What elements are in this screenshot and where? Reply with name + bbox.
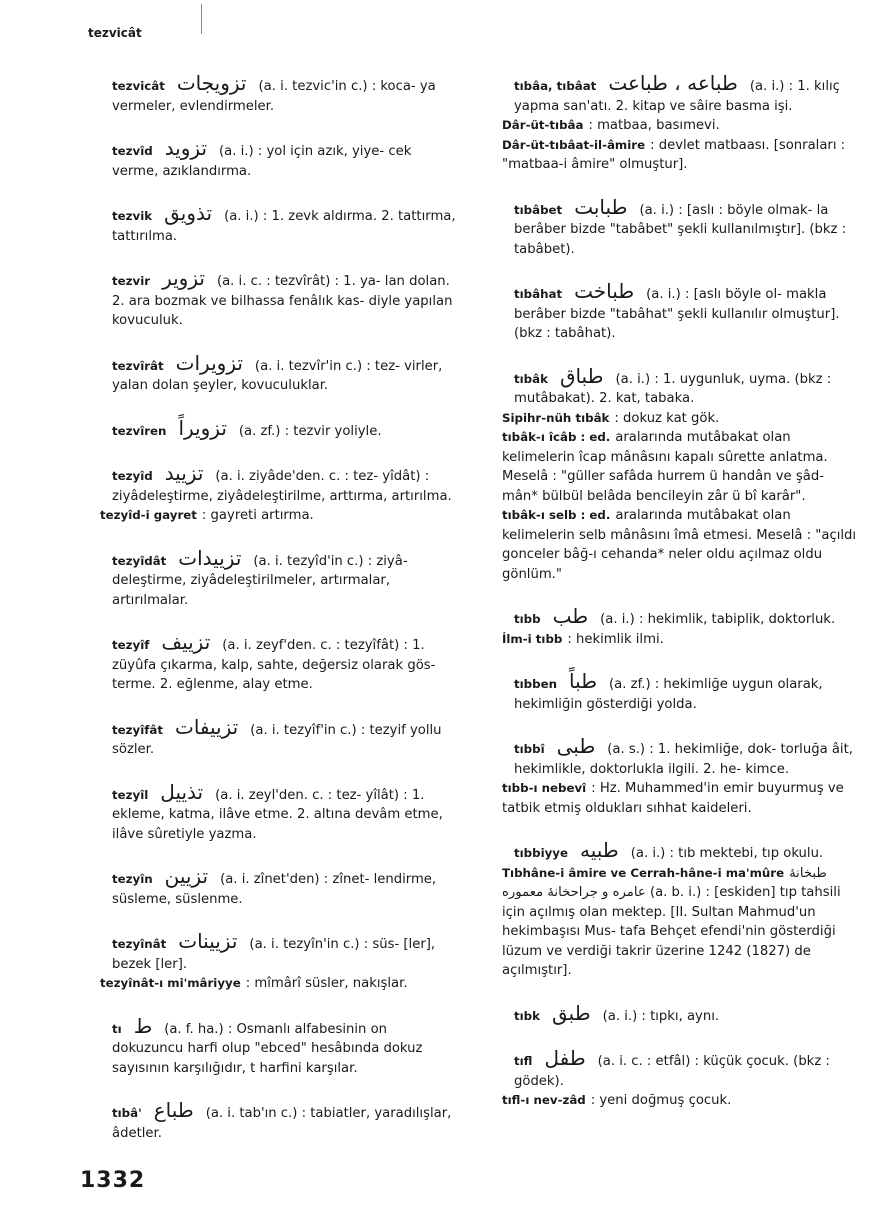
right-column (480, 71, 858, 1134)
sub-entry (480, 1091, 858, 1111)
headword: tı (112, 1021, 122, 1036)
arabic-spelling: طباق (559, 363, 604, 388)
definition: (a. i. tab'ın c.) : tabiatler, yaradılışlar, âdetler. (112, 1106, 452, 1141)
arabic-spelling: طباعه ، طباعت (608, 71, 738, 95)
sub-definition: aralarında mutâbakat olan kelimelerin selb mânâsını îmâ etmesi. Meselâ : "açıldı gonceler bâğ-ı cehanda* neler oldu açılmaz oldu gönlüm." (502, 508, 857, 582)
entry-line (480, 71, 858, 116)
sub-headword: İlm-i tıbb (502, 631, 563, 646)
headword: tezvik (112, 209, 153, 223)
headword: tezvîd (112, 144, 153, 158)
entry-line (480, 279, 858, 344)
dictionary-entry (480, 279, 858, 344)
entry-line (78, 415, 456, 442)
dictionary-entry (480, 363, 858, 585)
entry-line (78, 1098, 456, 1143)
sub-entry (480, 136, 858, 175)
sub-definition: : mîmârî süsler, nakışlar. (245, 976, 408, 991)
entry-line (78, 630, 456, 695)
headword: tezyîdât (112, 553, 167, 568)
arabic-spelling: طبيه (580, 838, 619, 862)
entry-line (480, 734, 858, 779)
headword: tıbbî (514, 742, 545, 756)
entry-line (78, 714, 456, 760)
arabic-spelling: طباع (153, 1098, 194, 1122)
definition: (a. zf.) : tezvir yoliyle. (238, 423, 382, 439)
definition: (a. i.) : tıpkı, aynı. (602, 1008, 720, 1024)
definition: (a. i. tezyîd'in c.) : ziyâ- deleştirme, ziyâdeleştirilmeler, artırmalar, artırılmalar. (112, 553, 408, 608)
arabic-spelling: تزيين (164, 864, 209, 888)
headword: tezyîf (112, 638, 150, 652)
sub-headword: tıfl-ı nev-zâd (502, 1093, 586, 1107)
arabic-spelling: طفل (544, 1046, 586, 1070)
dictionary-entry (480, 1046, 858, 1111)
entry-line (78, 779, 456, 845)
headword: tıbbiyye (514, 846, 568, 860)
headword: tıbâk (514, 371, 548, 386)
dictionary-entry (78, 201, 456, 246)
definition: (a. i. zeyl'den. c. : tez- yîlât) : 1. ekleme, katma, ilâve etme. 2. altına devâm etme, ilâve sûretiyle yazma. (112, 787, 443, 842)
arabic-spelling: طبق (551, 1000, 591, 1025)
sub-definition: aralarında mutâbakat olan kelimelerin îcap mânâsını kapalı sûrette anlatma. Meselâ : "güller safâda hurrem ü handân ve şâd- mân* bülbül belâda bencileyin zâr ü bî karâr". (502, 430, 828, 504)
definition: (a. i.) : [aslı böyle ol- makla berâber bizde "tabâhat" şekli kullanılır olmuştur]. (bkz : tabâhat). (514, 287, 840, 341)
arabic-spelling: طباً (568, 669, 598, 693)
dictionary-entry (78, 136, 456, 181)
entry-line (78, 864, 456, 909)
headword: tıbben (514, 677, 557, 691)
dictionary-entry (480, 669, 858, 714)
arabic-spelling: تزييف (161, 630, 211, 654)
headword: tıbâa, tıbâat (514, 79, 597, 93)
arabic-spelling: تزييد (164, 461, 204, 485)
dictionary-entry (78, 1098, 456, 1143)
headword: tezyîl (112, 787, 149, 802)
definition: (a. zf.) : hekimliğe uygun olarak, hekimliğin gösterdiği yolda. (514, 677, 823, 712)
arabic-spelling: طب (552, 604, 589, 628)
sub-definition: : yeni doğmuş çocuk. (590, 1093, 732, 1108)
sub-entry (480, 630, 858, 650)
sub-definition: : hekimlik ilmi. (567, 631, 664, 647)
arabic-spelling: تزويراً (178, 415, 227, 440)
entry-line (78, 201, 456, 246)
entry-line (480, 604, 858, 630)
dictionary-entry (480, 604, 858, 649)
definition: (a. f. ha.) : Osmanlı alfabesinin on dokuzuncu harfi olup "ebced" hesâbında dokuz sayısının karşılığıdır, t harfini karşılar. (112, 1021, 423, 1076)
entry-line (480, 1000, 858, 1027)
dictionary-entry (78, 929, 456, 994)
entry-line (78, 929, 456, 974)
sub-headword: Sipihr-nüh tıbâk (502, 410, 610, 425)
entry-line (480, 363, 858, 409)
headword: tezyîfât (112, 722, 163, 737)
headword: tıbâ' (112, 1106, 142, 1120)
headword: tezyîn (112, 872, 153, 886)
sub-headword: tıbâk-ı selb : ed. (502, 508, 611, 522)
arabic-spelling: طبى (556, 734, 596, 758)
arabic-spelling: تزييفات (174, 714, 239, 739)
definition: (a. i. zînet'den) : zînet- lendirme, süsleme, süslenme. (112, 872, 437, 907)
definition: (a. i. tezvic'in c.) : koca- ya vermeler, evlendirmeler. (112, 79, 436, 114)
sub-entry (480, 409, 858, 429)
definition: (a. i.) : 1. uygunluk, uyma. (bkz : mutâbakat). 2. kat, tabaka. (514, 371, 832, 406)
definition: (a. i. zeyf'den. c. : tezyîfât) : 1. züyûfa çıkarma, kalp, sahte, değersiz olarak gös- terme. 2. eğlenme, alay etme. (112, 638, 436, 692)
definition: (a. i.) : [aslı : böyle olmak- la berâber bizde "tabâbet" şekli kullanılmıştır]. (bkz : tabâbet). (514, 202, 847, 257)
sub-definition: : dokuz kat gök. (614, 410, 720, 426)
definition: (a. i.) : 1. zevk aldırma. 2. tattırma, tattırılma. (112, 209, 456, 244)
definition: (a. i. tezyîn'in c.) : süs- [ler], bezek [ler]. (112, 937, 436, 972)
sub-headword: tıbâk-ı îcâb : ed. (502, 430, 611, 444)
dictionary-entry (480, 734, 858, 818)
arabic-spelling: تذويق (164, 201, 213, 225)
dictionary-entry (78, 779, 456, 845)
arabic-spelling: تزويرات (175, 350, 243, 375)
left-column (78, 71, 456, 1166)
headword: tıbâhat (514, 287, 563, 301)
arabic-spelling: تزييدات (178, 545, 242, 570)
entry-line (480, 669, 858, 714)
sub-definition: : gayreti artırma. (201, 508, 314, 523)
sub-definition: : Hz. Muhammed'in emir buyurmuş ve tatbik etmiş oldukları sıhhat kaideleri. (502, 781, 844, 816)
headword: tezvir (112, 274, 151, 288)
sub-headword: tezyîd-i gayret (100, 508, 197, 522)
dictionary-entry (78, 266, 456, 331)
headword: tezyînât (112, 937, 167, 951)
sub-entry (480, 116, 858, 136)
dictionary-entry (78, 714, 456, 760)
dictionary-entry (78, 461, 456, 526)
sub-entry (480, 506, 858, 584)
headword: tezvicât (112, 79, 165, 93)
dictionary-entry (480, 838, 858, 981)
dictionary-entry (78, 71, 456, 116)
sub-headword: tıbb-ı nebevî (502, 781, 587, 795)
entry-line (78, 461, 456, 506)
arabic-spelling: طباخت (574, 279, 635, 303)
entry-line (78, 1013, 456, 1079)
definition: (a. s.) : 1. hekimliğe, dok- torluğa âit, hekimlikle, doktorlukla ilgili. 2. he- kimce. (514, 742, 853, 777)
arabic-spelling: طبابت (574, 194, 628, 219)
entry-line (78, 545, 456, 611)
dictionary-entry (480, 1000, 858, 1027)
dictionary-entry (78, 350, 456, 396)
definition: (a. i.) : tıb mektebi, tıp okulu. (630, 846, 824, 861)
arabic-spelling: تزيينات (178, 929, 238, 953)
sub-definition: : matbaa, basımevi. (588, 118, 720, 133)
dictionary-entry (480, 194, 858, 260)
dictionary-entry (78, 415, 456, 442)
scan-mark (201, 4, 202, 34)
definition: (a. i. c. : tezvîrât) : 1. ya- lan dolan. 2. ara bozmak ve bilhassa fenâlık kas- diyle yapılan kovuculuk. (112, 274, 453, 328)
definition: (a. i.) : yol için azık, yiye- cek verme, azıklandırma. (112, 144, 412, 179)
headword: tıbb (514, 612, 541, 626)
entry-line (78, 266, 456, 331)
headword: tezyîd (112, 469, 153, 483)
sub-headword: Dâr-üt-tıbâa (502, 118, 584, 132)
entry-line (78, 71, 456, 116)
sub-headword: Tıbhâne-i âmire ve Cerrah-hâne-i ma'mûre (502, 865, 785, 880)
sub-entry (480, 428, 858, 506)
definition: (a. i.) : 1. kılıç yapma san'atı. 2. kitap ve sâire basma işi. (514, 79, 840, 114)
definition: (a. i. tezvîr'in c.) : tez- virler, yalan dolan şeyler, kovuculuklar. (112, 358, 443, 393)
headword: tıfl (514, 1054, 533, 1068)
definition: (a. i. tezyîf'in c.) : tezyif yollu sözler. (112, 722, 442, 757)
arabic-spelling: تزويجات (176, 71, 247, 95)
headword: tıbâbet (514, 202, 563, 217)
headword: tıbk (514, 1008, 540, 1023)
sub-entry (78, 974, 456, 994)
sub-entry (78, 506, 456, 526)
dictionary-entry (78, 545, 456, 611)
definition: (a. i.) : hekimlik, tabiplik, doktorluk. (600, 612, 836, 627)
sub-headword: Dâr-üt-tıbâat-il-âmire (502, 137, 646, 152)
running-head: tezvicât (88, 26, 142, 40)
sub-definition: : devlet matbaası. [sonraları : "matbaa-i âmire" olmuştur]. (502, 137, 846, 172)
definition: (a. i. c. : etfâl) : küçük çocuk. (bkz : gödek). (514, 1054, 830, 1089)
headword: tezvîren (112, 423, 167, 438)
arabic-spelling: تزوير (162, 266, 205, 290)
entry-line (480, 838, 858, 864)
entry-line (480, 194, 858, 260)
sub-entry (480, 779, 858, 818)
dictionary-entry (78, 630, 456, 695)
dictionary-entry (480, 71, 858, 175)
dictionary-entry (78, 864, 456, 909)
sub-headword: tezyînât-ı mi'mâriyye (100, 976, 241, 990)
headword: tezvîrât (112, 358, 164, 373)
arabic-spelling: ط (133, 1013, 153, 1038)
page-number: 1332 (80, 1168, 146, 1193)
entry-line (78, 350, 456, 396)
definition: (a. i. ziyâde'den. c. : tez- yîdât) : ziyâdeleştirme, ziyâdeleştirilme, arttırma, artırılma. (112, 469, 452, 504)
arabic-spelling: تزويد (164, 136, 208, 160)
sub-definition: طبخانهٔ عامره و جراحخانهٔ معموره (a. b. i.) : [eskiden] tıp tahsili için açılmış olan mektep. [II. Sultan Mahmud'un hekimbaşısı Mus- tafa Behçet efendi'nin gösterdiği lüzum ve verdiği takrir üzerine 1242 (1827) de açılmıştır]. (502, 865, 841, 978)
dictionary-entry (78, 1013, 456, 1079)
arabic-spelling: تذييل (160, 779, 204, 804)
sub-entry (480, 864, 858, 981)
entry-line (480, 1046, 858, 1091)
entry-line (78, 136, 456, 181)
